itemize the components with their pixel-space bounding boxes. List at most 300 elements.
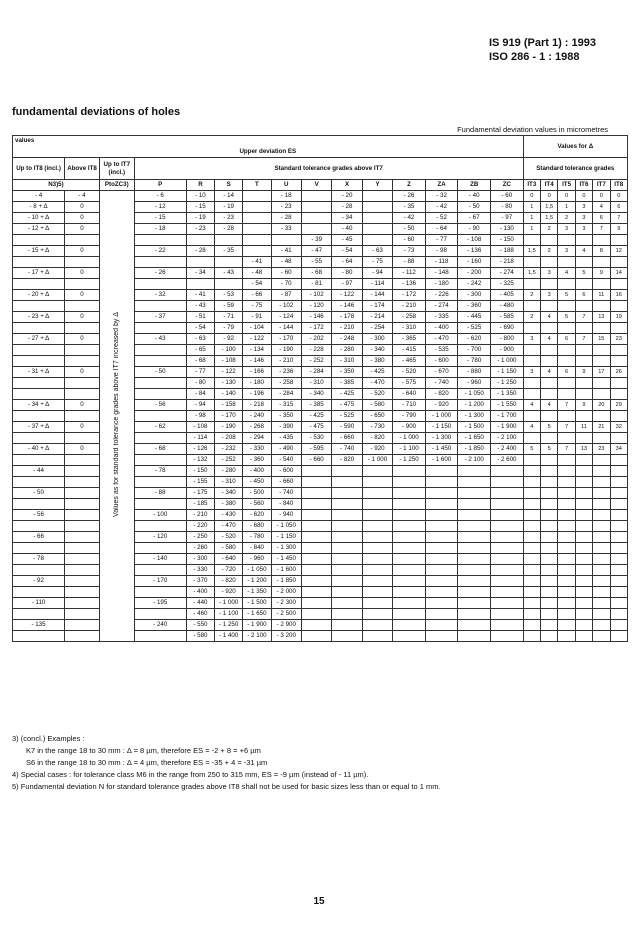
table-cell: - 214	[362, 312, 392, 323]
table-cell	[134, 433, 186, 444]
table-cell: 3	[575, 202, 592, 213]
table-cell: - 28	[186, 246, 214, 257]
table-cell: - 75	[362, 257, 392, 268]
table-cell: - 1 600	[425, 455, 458, 466]
table-cell	[575, 587, 592, 598]
table-cell: - 10 + Δ	[13, 213, 65, 224]
table-cell	[575, 345, 592, 356]
table-cell	[575, 609, 592, 620]
table-cell: - 520	[362, 389, 392, 400]
table-cell: - 325	[491, 279, 524, 290]
table-cell: - 80	[491, 202, 524, 213]
table-cell	[301, 631, 331, 642]
table-cell	[13, 565, 65, 576]
table-cell	[523, 466, 540, 477]
deviation-table-container	[12, 135, 628, 642]
table-cell	[523, 521, 540, 532]
table-cell	[593, 477, 610, 488]
table-cell: - 64	[332, 257, 362, 268]
table-cell: - 4	[13, 191, 65, 202]
table-cell	[491, 609, 524, 620]
table-cell: - 920	[362, 444, 392, 455]
table-cell: - 274	[491, 268, 524, 279]
table-cell: - 1 100	[215, 609, 243, 620]
table-cell	[610, 576, 628, 587]
table-cell: - 15	[186, 202, 214, 213]
table-cell: - 315	[271, 400, 301, 411]
table-cell	[575, 598, 592, 609]
table-cell	[301, 576, 331, 587]
table-cell	[523, 279, 540, 290]
table-cell: - 84	[186, 389, 214, 400]
table-cell	[610, 466, 628, 477]
table-cell	[558, 356, 575, 367]
table-cell: - 470	[362, 378, 392, 389]
table-cell: - 445	[458, 312, 491, 323]
table-cell: - 144	[362, 290, 392, 301]
table-cell	[393, 609, 426, 620]
table-cell	[425, 554, 458, 565]
table-cell	[558, 488, 575, 499]
table-cell	[558, 389, 575, 400]
table-cell	[332, 587, 362, 598]
table-cell: - 20 + Δ	[13, 290, 65, 301]
table-cell: - 185	[186, 499, 214, 510]
table-cell: - 380	[362, 356, 392, 367]
table-cell	[393, 532, 426, 543]
table-cell	[215, 279, 243, 290]
table-cell	[523, 565, 540, 576]
table-cell: - 690	[491, 323, 524, 334]
table-cell: - 1 600	[271, 565, 301, 576]
table-cell: - 280	[332, 345, 362, 356]
table-cell: - 50	[13, 488, 65, 499]
letter-zc: ZC	[491, 180, 524, 191]
table-cell: - 34	[332, 213, 362, 224]
table-cell	[332, 598, 362, 609]
table-cell: - 124	[271, 312, 301, 323]
table-cell: - 1 650	[243, 609, 271, 620]
table-cell: - 274	[425, 301, 458, 312]
table-cell	[541, 609, 558, 620]
ptozc-vertical-cell	[99, 191, 134, 642]
table-cell	[362, 466, 392, 477]
table-cell: - 360	[243, 455, 271, 466]
table-cell	[610, 532, 628, 543]
table-cell	[558, 565, 575, 576]
table-cell	[393, 631, 426, 642]
table-cell	[301, 466, 331, 477]
table-cell: - 60	[491, 191, 524, 202]
table-cell: - 1 200	[243, 576, 271, 587]
table-cell	[541, 301, 558, 312]
table-cell	[215, 257, 243, 268]
table-cell: 0	[610, 191, 628, 202]
table-cell	[558, 576, 575, 587]
table-cell	[610, 565, 628, 576]
table-cell: 3	[575, 224, 592, 235]
table-cell: - 780	[243, 532, 271, 543]
header-row	[13, 180, 628, 191]
table-cell	[575, 576, 592, 587]
table-cell	[13, 323, 65, 334]
table-cell: - 260	[186, 543, 214, 554]
table-cell	[458, 620, 491, 631]
unit-note: Fundamental deviation values in micrometres	[457, 125, 608, 134]
table-cell: - 585	[491, 312, 524, 323]
table-cell: - 97	[491, 213, 524, 224]
table-cell	[593, 499, 610, 510]
table-cell	[491, 631, 524, 642]
grade-it5: IT5	[558, 180, 575, 191]
table-cell: - 430	[215, 510, 243, 521]
table-cell: - 310	[215, 477, 243, 488]
table-cell: - 190	[215, 422, 243, 433]
table-cell: - 720	[215, 565, 243, 576]
table-cell: - 480	[491, 301, 524, 312]
table-cell	[134, 279, 186, 290]
table-cell	[332, 521, 362, 532]
table-cell: - 160	[458, 257, 491, 268]
grade-it3: IT3	[523, 180, 540, 191]
table-cell: - 77	[186, 367, 214, 378]
table-cell	[491, 532, 524, 543]
table-cell: 0	[575, 191, 592, 202]
table-cell: - 310	[301, 378, 331, 389]
table-cell	[13, 543, 65, 554]
table-cell	[610, 345, 628, 356]
table-cell: - 1 350	[243, 587, 271, 598]
table-cell: - 43	[186, 301, 214, 312]
table-cell	[575, 411, 592, 422]
table-cell: - 1 650	[458, 433, 491, 444]
table-cell	[134, 631, 186, 642]
table-cell: - 88	[393, 257, 426, 268]
table-cell: 4	[541, 312, 558, 323]
page-number: 15	[313, 896, 325, 907]
table-cell	[301, 191, 331, 202]
letter-za: ZA	[425, 180, 458, 191]
table-cell: - 252	[215, 455, 243, 466]
table-cell: - 202	[301, 334, 331, 345]
table-cell	[425, 565, 458, 576]
table-cell	[523, 345, 540, 356]
table-cell	[541, 455, 558, 466]
table-cell: - 840	[243, 543, 271, 554]
table-cell: 29	[610, 400, 628, 411]
table-cell	[558, 620, 575, 631]
table-cell: - 840	[271, 499, 301, 510]
table-cell	[134, 411, 186, 422]
table-cell: 0	[65, 367, 100, 378]
table-cell: 13	[593, 312, 610, 323]
table-cell: - 680	[243, 521, 271, 532]
table-cell	[134, 587, 186, 598]
values-label: values	[13, 136, 524, 147]
table-cell	[541, 466, 558, 477]
table-cell: 6	[575, 290, 592, 301]
table-cell	[65, 620, 100, 631]
table-cell: - 310	[393, 323, 426, 334]
table-cell: - 240	[243, 411, 271, 422]
table-cell: - 102	[301, 290, 331, 301]
table-cell	[362, 565, 392, 576]
table-cell	[13, 411, 65, 422]
table-cell	[458, 565, 491, 576]
table-cell: 1,5	[523, 268, 540, 279]
table-cell: - 45	[332, 235, 362, 246]
table-cell: - 208	[215, 433, 243, 444]
table-cell: - 1 050	[458, 389, 491, 400]
table-cell: 1,5	[541, 213, 558, 224]
table-cell	[491, 565, 524, 576]
table-cell: 0	[523, 191, 540, 202]
table-cell: - 78	[13, 554, 65, 565]
table-cell: - 1 550	[491, 400, 524, 411]
table-cell: - 130	[491, 224, 524, 235]
table-cell	[65, 323, 100, 334]
table-cell: - 460	[186, 609, 214, 620]
table-cell	[458, 499, 491, 510]
table-cell	[13, 345, 65, 356]
table-cell	[186, 257, 214, 268]
table-cell: - 250	[186, 532, 214, 543]
table-cell	[65, 488, 100, 499]
table-cell	[13, 521, 65, 532]
table-cell: - 100	[215, 345, 243, 356]
table-cell: - 150	[491, 235, 524, 246]
table-cell	[558, 499, 575, 510]
table-cell	[491, 554, 524, 565]
table-cell	[593, 521, 610, 532]
table-cell: 0	[65, 213, 100, 224]
table-cell: - 126	[186, 444, 214, 455]
table-cell: - 23 + Δ	[13, 312, 65, 323]
table-cell: - 23	[186, 224, 214, 235]
table-cell	[610, 499, 628, 510]
table-cell: - 560	[243, 499, 271, 510]
grade-it7: IT7	[593, 180, 610, 191]
table-cell: - 12	[134, 202, 186, 213]
table-cell: - 400	[425, 323, 458, 334]
vertical-note: Values as for standard tolerance grades above IT7 increased by Δ	[112, 312, 120, 517]
table-cell	[186, 279, 214, 290]
table-cell: - 65	[186, 345, 214, 356]
table-cell	[362, 488, 392, 499]
table-cell: - 226	[425, 290, 458, 301]
table-cell	[301, 598, 331, 609]
table-cell	[65, 554, 100, 565]
table-cell: - 15	[134, 213, 186, 224]
table-cell	[593, 620, 610, 631]
table-cell	[458, 477, 491, 488]
table-cell: - 284	[301, 367, 331, 378]
table-cell	[301, 565, 331, 576]
table-cell	[541, 488, 558, 499]
table-cell: - 53	[215, 290, 243, 301]
table-cell	[523, 532, 540, 543]
col-n-label: N3)5)	[13, 180, 100, 191]
table-cell: - 68	[186, 356, 214, 367]
table-cell: - 1 000	[393, 433, 426, 444]
table-cell: - 108	[458, 235, 491, 246]
table-cell: 23	[593, 444, 610, 455]
table-cell	[425, 532, 458, 543]
table-cell: - 1 350	[491, 389, 524, 400]
table-cell	[65, 499, 100, 510]
standard-number: IS 919 (Part 1) : 1993	[488, 37, 596, 49]
table-cell	[610, 323, 628, 334]
table-cell: - 18	[134, 224, 186, 235]
table-cell	[558, 466, 575, 477]
table-cell: - 41	[243, 257, 271, 268]
table-cell: 7	[575, 334, 592, 345]
table-cell	[558, 345, 575, 356]
table-cell: - 300	[186, 554, 214, 565]
table-cell: - 200	[458, 268, 491, 279]
table-cell: - 190	[271, 345, 301, 356]
table-cell	[523, 631, 540, 642]
table-cell	[610, 301, 628, 312]
letter-z: Z	[393, 180, 426, 191]
table-cell: - 50	[458, 202, 491, 213]
table-cell: - 44	[13, 466, 65, 477]
table-cell	[65, 389, 100, 400]
footnote-3: 3) (concl.) Examples :	[12, 734, 85, 743]
table-cell: - 1 100	[393, 444, 426, 455]
table-cell: - 39	[301, 235, 331, 246]
table-cell: - 66	[13, 532, 65, 543]
table-cell	[65, 345, 100, 356]
table-cell	[301, 499, 331, 510]
table-cell	[558, 587, 575, 598]
table-cell: 3	[575, 213, 592, 224]
table-cell	[271, 235, 301, 246]
table-cell	[425, 598, 458, 609]
table-cell	[134, 477, 186, 488]
table-cell	[458, 554, 491, 565]
table-cell	[134, 389, 186, 400]
table-cell: 21	[593, 422, 610, 433]
table-cell: - 600	[271, 466, 301, 477]
table-cell: - 31 + Δ	[13, 367, 65, 378]
table-cell: - 580	[186, 631, 214, 642]
table-cell: - 252	[301, 356, 331, 367]
col-ptozc-label: PtoZC3)	[99, 180, 134, 191]
table-cell: - 40	[332, 224, 362, 235]
table-cell: 9	[575, 367, 592, 378]
table-cell: - 1 000	[215, 598, 243, 609]
table-cell	[523, 411, 540, 422]
table-cell: - 17 + Δ	[13, 268, 65, 279]
table-cell	[458, 510, 491, 521]
header-row	[13, 136, 628, 147]
table-cell: - 525	[458, 323, 491, 334]
table-cell	[575, 356, 592, 367]
table-cell	[332, 565, 362, 576]
table-cell	[558, 543, 575, 554]
table-cell	[593, 389, 610, 400]
table-cell: 17	[593, 367, 610, 378]
table-cell: 3	[523, 367, 540, 378]
table-cell: - 2 300	[271, 598, 301, 609]
table-cell: 4	[523, 400, 540, 411]
table-cell: 14	[610, 268, 628, 279]
table-cell: - 26	[134, 268, 186, 279]
table-cell	[593, 378, 610, 389]
table-cell: - 59	[215, 301, 243, 312]
table-cell: - 14	[215, 191, 243, 202]
table-cell	[362, 224, 392, 235]
table-cell: - 94	[186, 400, 214, 411]
table-cell	[362, 499, 392, 510]
table-cell	[523, 235, 540, 246]
table-cell: - 26	[393, 191, 426, 202]
table-cell	[458, 587, 491, 598]
table-cell: - 350	[332, 367, 362, 378]
table-cell	[593, 257, 610, 268]
table-cell: - 385	[332, 378, 362, 389]
table-cell	[558, 532, 575, 543]
table-cell	[491, 543, 524, 554]
table-cell	[523, 510, 540, 521]
table-cell	[332, 543, 362, 554]
table-cell	[523, 609, 540, 620]
table-cell: - 81	[301, 279, 331, 290]
table-cell	[610, 455, 628, 466]
table-cell: 0	[65, 202, 100, 213]
table-cell: - 900	[491, 345, 524, 356]
table-cell: - 135	[13, 620, 65, 631]
table-cell: 2	[541, 246, 558, 257]
table-cell	[13, 301, 65, 312]
table-cell: - 23	[215, 213, 243, 224]
table-cell: 1	[523, 224, 540, 235]
table-cell: 32	[610, 422, 628, 433]
table-cell	[593, 411, 610, 422]
table-cell	[575, 389, 592, 400]
table-cell: - 210	[332, 323, 362, 334]
table-cell: - 232	[215, 444, 243, 455]
table-cell: - 380	[215, 499, 243, 510]
table-cell: - 435	[271, 433, 301, 444]
table-cell	[593, 356, 610, 367]
table-cell: 6	[558, 334, 575, 345]
table-cell: - 400	[243, 466, 271, 477]
table-cell	[610, 543, 628, 554]
table-cell	[491, 488, 524, 499]
table-cell: 2	[541, 224, 558, 235]
table-cell	[301, 224, 331, 235]
table-cell	[558, 510, 575, 521]
table-cell	[541, 565, 558, 576]
std-grades-label: Standard tolerance grades	[523, 158, 627, 180]
table-cell: 26	[610, 367, 628, 378]
table-cell	[491, 587, 524, 598]
table-cell	[13, 433, 65, 444]
letter-u: U	[271, 180, 301, 191]
table-cell: - 91	[243, 312, 271, 323]
table-cell	[593, 323, 610, 334]
table-cell	[243, 213, 271, 224]
table-cell: - 73	[393, 246, 426, 257]
table-cell	[575, 235, 592, 246]
table-cell: - 134	[243, 345, 271, 356]
table-cell: 0	[65, 290, 100, 301]
table-body	[13, 191, 628, 642]
table-cell	[541, 587, 558, 598]
table-cell	[301, 543, 331, 554]
